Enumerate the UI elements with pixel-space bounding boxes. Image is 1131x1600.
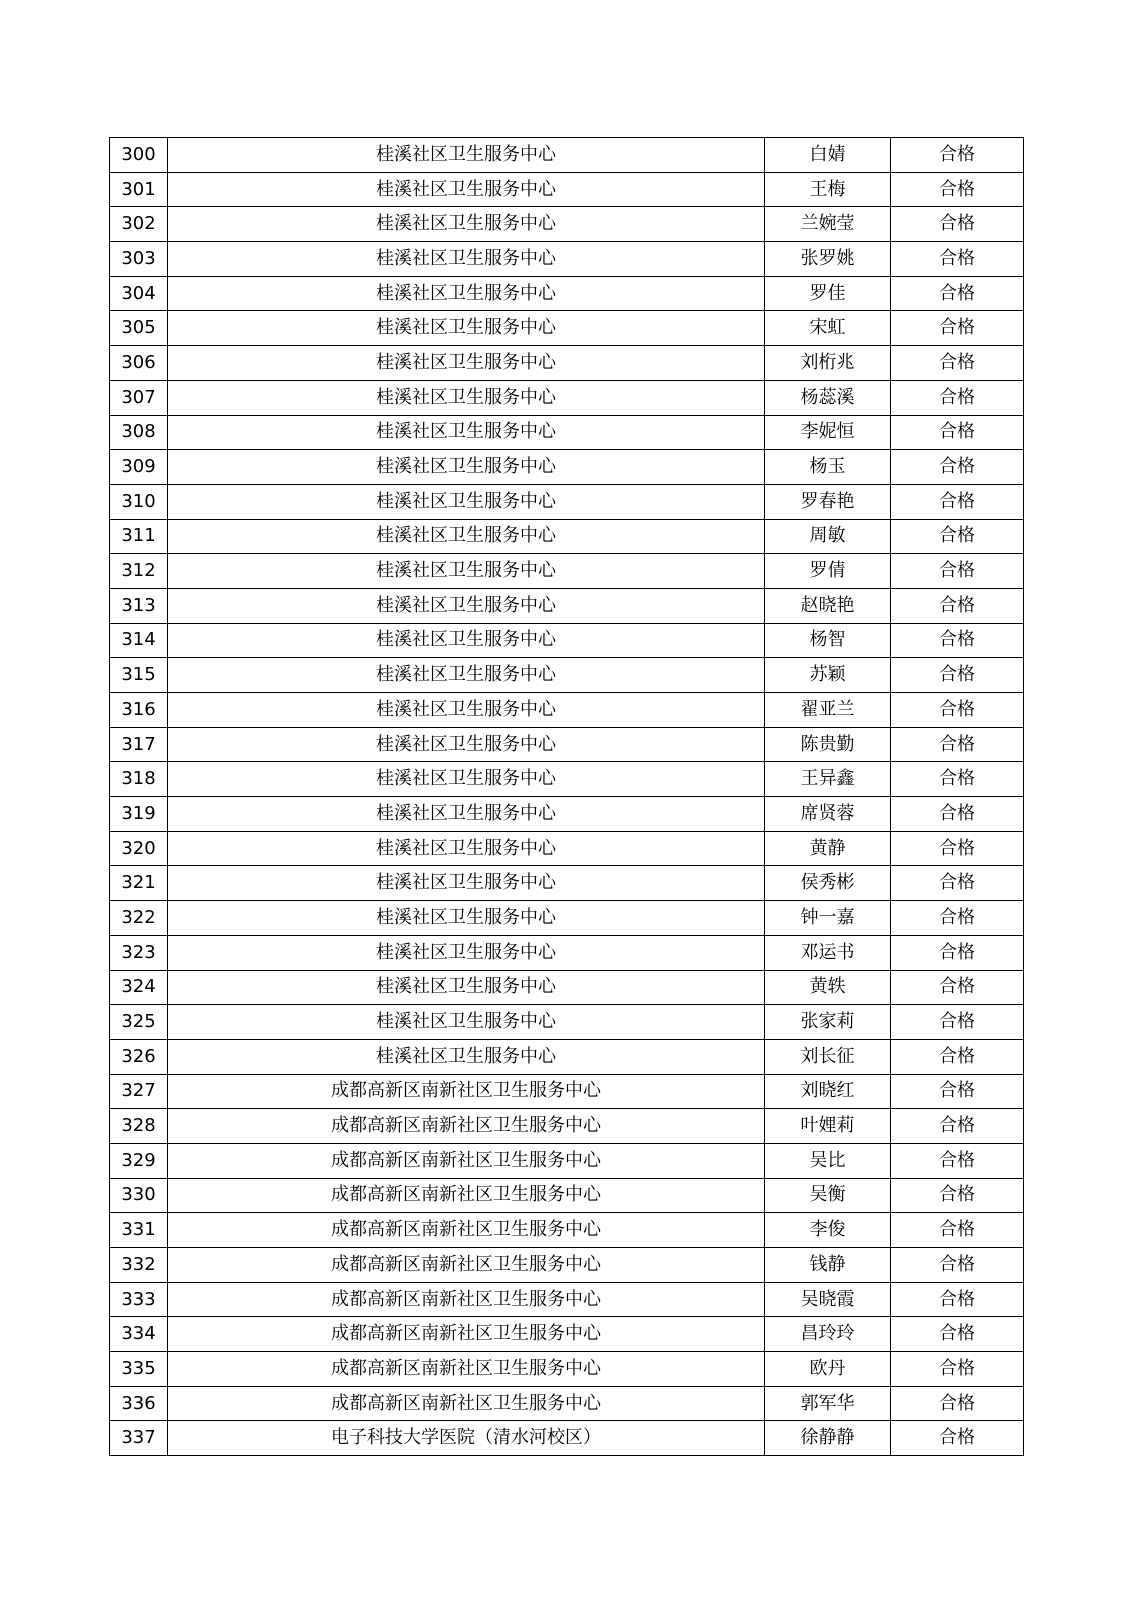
table-row bbox=[110, 1109, 1024, 1144]
person-name-cell: 杨蕊溪 bbox=[765, 380, 891, 415]
row-number-cell: 328 bbox=[110, 1109, 168, 1144]
person-name-cell: 白婧 bbox=[765, 138, 891, 173]
result-cell: 合格 bbox=[891, 831, 1024, 866]
person-name-cell: 陈贵勤 bbox=[765, 727, 891, 762]
institution-cell: 桂溪社区卫生服务中心 bbox=[168, 1005, 765, 1040]
person-name-cell: 昌玲玲 bbox=[765, 1317, 891, 1352]
row-number-cell: 331 bbox=[110, 1213, 168, 1248]
institution-cell: 桂溪社区卫生服务中心 bbox=[168, 797, 765, 832]
result-cell: 合格 bbox=[891, 1074, 1024, 1109]
row-number-cell: 310 bbox=[110, 484, 168, 519]
table-row bbox=[110, 1074, 1024, 1109]
result-cell: 合格 bbox=[891, 172, 1024, 207]
person-name-cell: 杨智 bbox=[765, 623, 891, 658]
table-row bbox=[110, 1178, 1024, 1213]
row-number-cell: 301 bbox=[110, 172, 168, 207]
result-cell: 合格 bbox=[891, 207, 1024, 242]
institution-cell: 桂溪社区卫生服务中心 bbox=[168, 658, 765, 693]
row-number-cell: 311 bbox=[110, 519, 168, 554]
row-number-cell: 302 bbox=[110, 207, 168, 242]
institution-cell: 桂溪社区卫生服务中心 bbox=[168, 935, 765, 970]
table-row bbox=[110, 623, 1024, 658]
institution-cell: 桂溪社区卫生服务中心 bbox=[168, 242, 765, 277]
result-cell: 合格 bbox=[891, 935, 1024, 970]
institution-cell: 桂溪社区卫生服务中心 bbox=[168, 762, 765, 797]
person-name-cell: 张罗姚 bbox=[765, 242, 891, 277]
institution-cell: 成都高新区南新社区卫生服务中心 bbox=[168, 1143, 765, 1178]
row-number-cell: 332 bbox=[110, 1248, 168, 1283]
institution-cell: 成都高新区南新社区卫生服务中心 bbox=[168, 1248, 765, 1283]
result-cell: 合格 bbox=[891, 1213, 1024, 1248]
institution-cell: 桂溪社区卫生服务中心 bbox=[168, 901, 765, 936]
person-name-cell: 李俊 bbox=[765, 1213, 891, 1248]
institution-cell: 成都高新区南新社区卫生服务中心 bbox=[168, 1213, 765, 1248]
institution-cell: 成都高新区南新社区卫生服务中心 bbox=[168, 1317, 765, 1352]
row-number-cell: 318 bbox=[110, 762, 168, 797]
table-row bbox=[110, 935, 1024, 970]
row-number-cell: 329 bbox=[110, 1143, 168, 1178]
person-name-cell: 刘晓红 bbox=[765, 1074, 891, 1109]
person-name-cell: 叶娌莉 bbox=[765, 1109, 891, 1144]
result-cell: 合格 bbox=[891, 623, 1024, 658]
row-number-cell: 323 bbox=[110, 935, 168, 970]
person-name-cell: 郭军华 bbox=[765, 1386, 891, 1421]
result-cell: 合格 bbox=[891, 1109, 1024, 1144]
row-number-cell: 324 bbox=[110, 970, 168, 1005]
results-table bbox=[109, 137, 1024, 1456]
person-name-cell: 侯秀彬 bbox=[765, 866, 891, 901]
person-name-cell: 黄静 bbox=[765, 831, 891, 866]
row-number-cell: 325 bbox=[110, 1005, 168, 1040]
row-number-cell: 330 bbox=[110, 1178, 168, 1213]
result-cell: 合格 bbox=[891, 693, 1024, 728]
table-row bbox=[110, 1039, 1024, 1074]
institution-cell: 电子科技大学医院（清水河校区） bbox=[168, 1421, 765, 1456]
row-number-cell: 317 bbox=[110, 727, 168, 762]
row-number-cell: 335 bbox=[110, 1352, 168, 1387]
result-cell: 合格 bbox=[891, 519, 1024, 554]
table-row bbox=[110, 1143, 1024, 1178]
person-name-cell: 张家莉 bbox=[765, 1005, 891, 1040]
person-name-cell: 罗佳 bbox=[765, 276, 891, 311]
table-row bbox=[110, 762, 1024, 797]
result-cell: 合格 bbox=[891, 1039, 1024, 1074]
institution-cell: 成都高新区南新社区卫生服务中心 bbox=[168, 1074, 765, 1109]
table-row bbox=[110, 901, 1024, 936]
institution-cell: 桂溪社区卫生服务中心 bbox=[168, 311, 765, 346]
institution-cell: 成都高新区南新社区卫生服务中心 bbox=[168, 1352, 765, 1387]
person-name-cell: 罗倩 bbox=[765, 554, 891, 589]
row-number-cell: 307 bbox=[110, 380, 168, 415]
table-row bbox=[110, 1005, 1024, 1040]
result-cell: 合格 bbox=[891, 588, 1024, 623]
person-name-cell: 吴比 bbox=[765, 1143, 891, 1178]
institution-cell: 成都高新区南新社区卫生服务中心 bbox=[168, 1386, 765, 1421]
institution-cell: 成都高新区南新社区卫生服务中心 bbox=[168, 1282, 765, 1317]
table-row bbox=[110, 242, 1024, 277]
row-number-cell: 326 bbox=[110, 1039, 168, 1074]
person-name-cell: 王异鑫 bbox=[765, 762, 891, 797]
person-name-cell: 欧丹 bbox=[765, 1352, 891, 1387]
person-name-cell: 李妮恒 bbox=[765, 415, 891, 450]
person-name-cell: 宋虹 bbox=[765, 311, 891, 346]
institution-cell: 桂溪社区卫生服务中心 bbox=[168, 276, 765, 311]
institution-cell: 桂溪社区卫生服务中心 bbox=[168, 415, 765, 450]
institution-cell: 桂溪社区卫生服务中心 bbox=[168, 623, 765, 658]
result-cell: 合格 bbox=[891, 1282, 1024, 1317]
person-name-cell: 赵晓艳 bbox=[765, 588, 891, 623]
institution-cell: 桂溪社区卫生服务中心 bbox=[168, 1039, 765, 1074]
result-cell: 合格 bbox=[891, 276, 1024, 311]
result-cell: 合格 bbox=[891, 1005, 1024, 1040]
institution-cell: 桂溪社区卫生服务中心 bbox=[168, 831, 765, 866]
person-name-cell: 杨玉 bbox=[765, 450, 891, 485]
result-cell: 合格 bbox=[891, 727, 1024, 762]
institution-cell: 成都高新区南新社区卫生服务中心 bbox=[168, 1178, 765, 1213]
person-name-cell: 王梅 bbox=[765, 172, 891, 207]
results-table-body bbox=[110, 138, 1024, 1456]
row-number-cell: 303 bbox=[110, 242, 168, 277]
person-name-cell: 钱静 bbox=[765, 1248, 891, 1283]
institution-cell: 桂溪社区卫生服务中心 bbox=[168, 970, 765, 1005]
person-name-cell: 周敏 bbox=[765, 519, 891, 554]
row-number-cell: 320 bbox=[110, 831, 168, 866]
result-cell: 合格 bbox=[891, 554, 1024, 589]
row-number-cell: 334 bbox=[110, 1317, 168, 1352]
table-row bbox=[110, 484, 1024, 519]
result-cell: 合格 bbox=[891, 1143, 1024, 1178]
institution-cell: 桂溪社区卫生服务中心 bbox=[168, 138, 765, 173]
result-cell: 合格 bbox=[891, 1248, 1024, 1283]
table-row bbox=[110, 866, 1024, 901]
result-cell: 合格 bbox=[891, 1178, 1024, 1213]
row-number-cell: 306 bbox=[110, 346, 168, 381]
person-name-cell: 刘长征 bbox=[765, 1039, 891, 1074]
institution-cell: 桂溪社区卫生服务中心 bbox=[168, 380, 765, 415]
row-number-cell: 312 bbox=[110, 554, 168, 589]
row-number-cell: 336 bbox=[110, 1386, 168, 1421]
row-number-cell: 319 bbox=[110, 797, 168, 832]
result-cell: 合格 bbox=[891, 450, 1024, 485]
person-name-cell: 兰婉莹 bbox=[765, 207, 891, 242]
result-cell: 合格 bbox=[891, 484, 1024, 519]
table-row bbox=[110, 1213, 1024, 1248]
institution-cell: 成都高新区南新社区卫生服务中心 bbox=[168, 1109, 765, 1144]
person-name-cell: 席贤蓉 bbox=[765, 797, 891, 832]
institution-cell: 桂溪社区卫生服务中心 bbox=[168, 588, 765, 623]
row-number-cell: 304 bbox=[110, 276, 168, 311]
table-row bbox=[110, 138, 1024, 173]
result-cell: 合格 bbox=[891, 1386, 1024, 1421]
table-row bbox=[110, 519, 1024, 554]
institution-cell: 桂溪社区卫生服务中心 bbox=[168, 727, 765, 762]
result-cell: 合格 bbox=[891, 1352, 1024, 1387]
institution-cell: 桂溪社区卫生服务中心 bbox=[168, 346, 765, 381]
institution-cell: 桂溪社区卫生服务中心 bbox=[168, 693, 765, 728]
person-name-cell: 邓运书 bbox=[765, 935, 891, 970]
result-cell: 合格 bbox=[891, 658, 1024, 693]
institution-cell: 桂溪社区卫生服务中心 bbox=[168, 484, 765, 519]
row-number-cell: 333 bbox=[110, 1282, 168, 1317]
row-number-cell: 327 bbox=[110, 1074, 168, 1109]
result-cell: 合格 bbox=[891, 311, 1024, 346]
institution-cell: 桂溪社区卫生服务中心 bbox=[168, 554, 765, 589]
person-name-cell: 黄轶 bbox=[765, 970, 891, 1005]
result-cell: 合格 bbox=[891, 380, 1024, 415]
table-row bbox=[110, 311, 1024, 346]
table-row bbox=[110, 554, 1024, 589]
result-cell: 合格 bbox=[891, 762, 1024, 797]
result-cell: 合格 bbox=[891, 242, 1024, 277]
result-cell: 合格 bbox=[891, 866, 1024, 901]
institution-cell: 桂溪社区卫生服务中心 bbox=[168, 172, 765, 207]
row-number-cell: 315 bbox=[110, 658, 168, 693]
row-number-cell: 305 bbox=[110, 311, 168, 346]
table-row bbox=[110, 1317, 1024, 1352]
person-name-cell: 徐静静 bbox=[765, 1421, 891, 1456]
person-name-cell: 翟亚兰 bbox=[765, 693, 891, 728]
table-row bbox=[110, 276, 1024, 311]
result-cell: 合格 bbox=[891, 797, 1024, 832]
table-row bbox=[110, 797, 1024, 832]
result-cell: 合格 bbox=[891, 1317, 1024, 1352]
row-number-cell: 308 bbox=[110, 415, 168, 450]
person-name-cell: 吴晓霞 bbox=[765, 1282, 891, 1317]
row-number-cell: 314 bbox=[110, 623, 168, 658]
row-number-cell: 309 bbox=[110, 450, 168, 485]
table-row bbox=[110, 727, 1024, 762]
table-row bbox=[110, 380, 1024, 415]
table-row bbox=[110, 1248, 1024, 1283]
result-cell: 合格 bbox=[891, 970, 1024, 1005]
result-cell: 合格 bbox=[891, 346, 1024, 381]
row-number-cell: 300 bbox=[110, 138, 168, 173]
table-row bbox=[110, 450, 1024, 485]
table-row bbox=[110, 658, 1024, 693]
table-row bbox=[110, 207, 1024, 242]
result-cell: 合格 bbox=[891, 901, 1024, 936]
row-number-cell: 322 bbox=[110, 901, 168, 936]
row-number-cell: 313 bbox=[110, 588, 168, 623]
person-name-cell: 吴衡 bbox=[765, 1178, 891, 1213]
table-row bbox=[110, 1386, 1024, 1421]
result-cell: 合格 bbox=[891, 138, 1024, 173]
result-cell: 合格 bbox=[891, 1421, 1024, 1456]
person-name-cell: 苏颖 bbox=[765, 658, 891, 693]
table-row bbox=[110, 970, 1024, 1005]
row-number-cell: 316 bbox=[110, 693, 168, 728]
institution-cell: 桂溪社区卫生服务中心 bbox=[168, 450, 765, 485]
institution-cell: 桂溪社区卫生服务中心 bbox=[168, 866, 765, 901]
person-name-cell: 刘桁兆 bbox=[765, 346, 891, 381]
person-name-cell: 钟一嘉 bbox=[765, 901, 891, 936]
table-row bbox=[110, 1421, 1024, 1456]
table-row bbox=[110, 588, 1024, 623]
institution-cell: 桂溪社区卫生服务中心 bbox=[168, 519, 765, 554]
table-row bbox=[110, 415, 1024, 450]
table-row bbox=[110, 693, 1024, 728]
table-row bbox=[110, 346, 1024, 381]
table-row bbox=[110, 1282, 1024, 1317]
institution-cell: 桂溪社区卫生服务中心 bbox=[168, 207, 765, 242]
table-row bbox=[110, 831, 1024, 866]
person-name-cell: 罗春艳 bbox=[765, 484, 891, 519]
row-number-cell: 321 bbox=[110, 866, 168, 901]
table-row bbox=[110, 1352, 1024, 1387]
table-row bbox=[110, 172, 1024, 207]
result-cell: 合格 bbox=[891, 415, 1024, 450]
row-number-cell: 337 bbox=[110, 1421, 168, 1456]
